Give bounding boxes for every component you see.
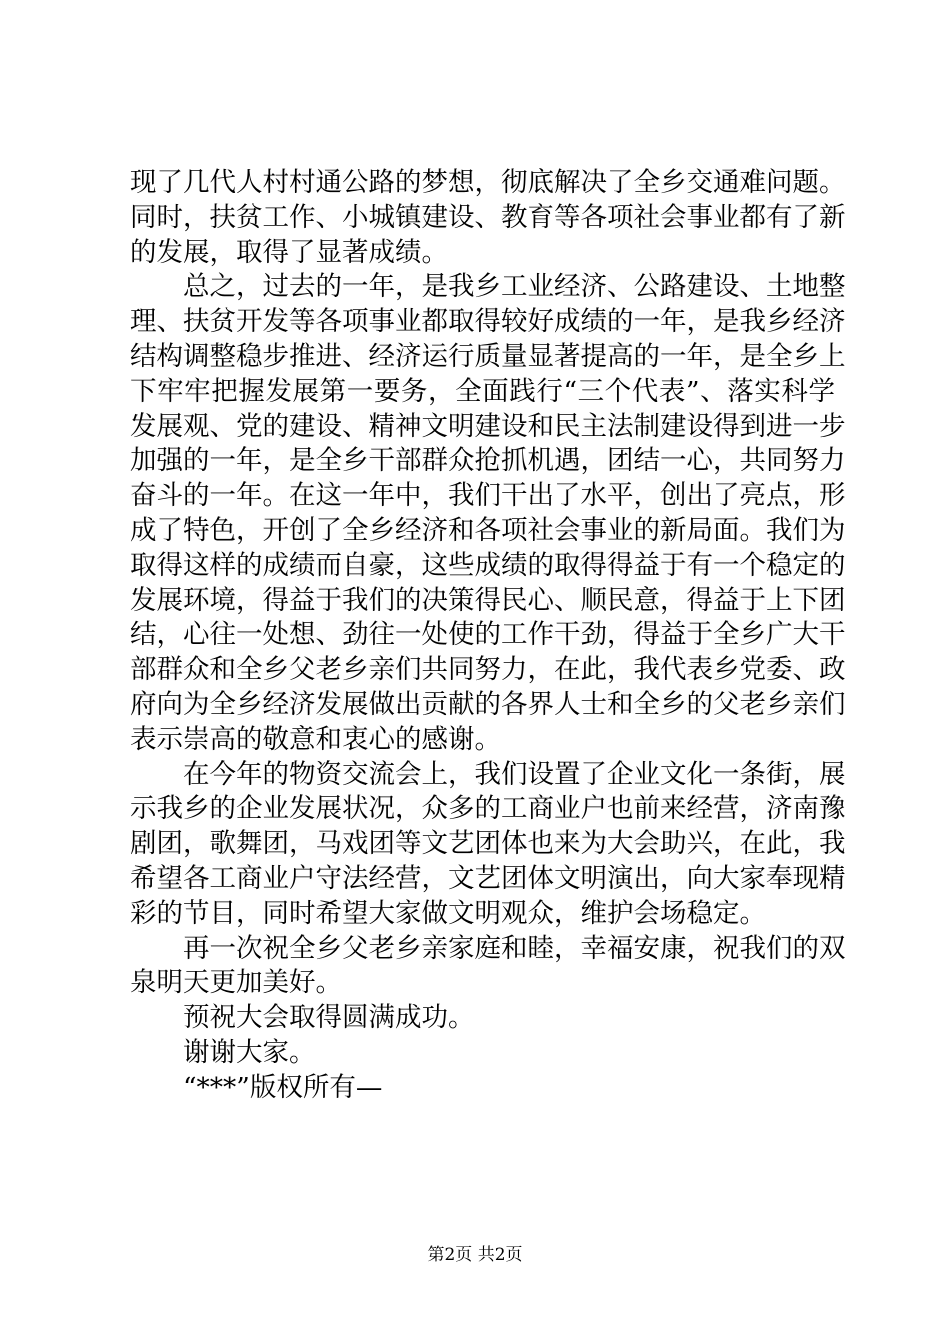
text-line: 预祝大会取得圆满成功。 [183,1002,475,1034]
text-line: 结，心往一处想、劲往一处使的工作干劲，得益于全乡广大干 [130,619,846,651]
text-line: 希望各工商业户守法经营，文艺团体文明演出，向大家奉现精 [130,862,846,894]
text-line: 表示崇高的敬意和衷心的感谢。 [130,723,501,755]
text-line: 现了几代人村村通公路的梦想，彻底解决了全乡交通难问题。 [130,167,846,198]
text-line: 同时，扶贫工作、小城镇建设、教育等各项社会事业都有了新 [130,201,846,233]
text-line: 下牢牢把握发展第一要务，全面践行“三个代表”、落实科学 [130,375,835,407]
text-line: 理、扶贫开发等各项事业都取得较好成绩的一年，是我乡经济 [130,306,846,338]
text-line: 总之，过去的一年，是我乡工业经济、公路建设、土地整 [183,271,846,303]
text-line: 结构调整稳步推进、经济运行质量显著提高的一年，是全乡上 [130,340,846,372]
text-line: 示我乡的企业发展状况，众多的工商业户也前来经营，济南豫 [130,793,846,825]
text-line: “***”版权所有— [183,1071,383,1103]
text-line: 在今年的物资交流会上，我们设置了企业文化一条街，展 [183,758,846,790]
text-line: 泉明天更加美好。 [130,967,342,999]
text-line: 再一次祝全乡父老乡亲家庭和睦，幸福安康，祝我们的双 [183,932,846,964]
text-line: 府向为全乡经济发展做出贡献的各界人士和全乡的父老乡亲们 [130,688,846,720]
text-line: 发展观、党的建设、精神文明建设和民主法制建设得到进一步 [130,410,846,442]
text-line: 加强的一年，是全乡干部群众抢抓机遇，团结一心，共同努力 [130,445,846,477]
page-footer: 第2页 共2页 [427,1245,523,1265]
text-line: 成了特色，开创了全乡经济和各项社会事业的新局面。我们为 [130,514,846,546]
text-line: 的发展，取得了显著成绩。 [130,236,448,268]
text-line: 彩的节目，同时希望大家做文明观众，维护会场稳定。 [130,897,766,929]
text-line: 部群众和全乡父老乡亲们共同努力，在此，我代表乡党委、政 [130,654,846,686]
document-body [130,166,846,1106]
text-line: 剧团，歌舞团，马戏团等文艺团体也来为大会助兴，在此，我 [130,828,846,860]
text-line: 谢谢大家。 [183,1036,316,1068]
text-line: 发展环境，得益于我们的决策得民心、顺民意，得益于上下团 [130,584,846,616]
text-line: 取得这样的成绩而自豪，这些成绩的取得得益于有一个稳定的 [130,549,846,581]
text-line: 奋斗的一年。在这一年中，我们干出了水平，创出了亮点，形 [130,480,846,512]
